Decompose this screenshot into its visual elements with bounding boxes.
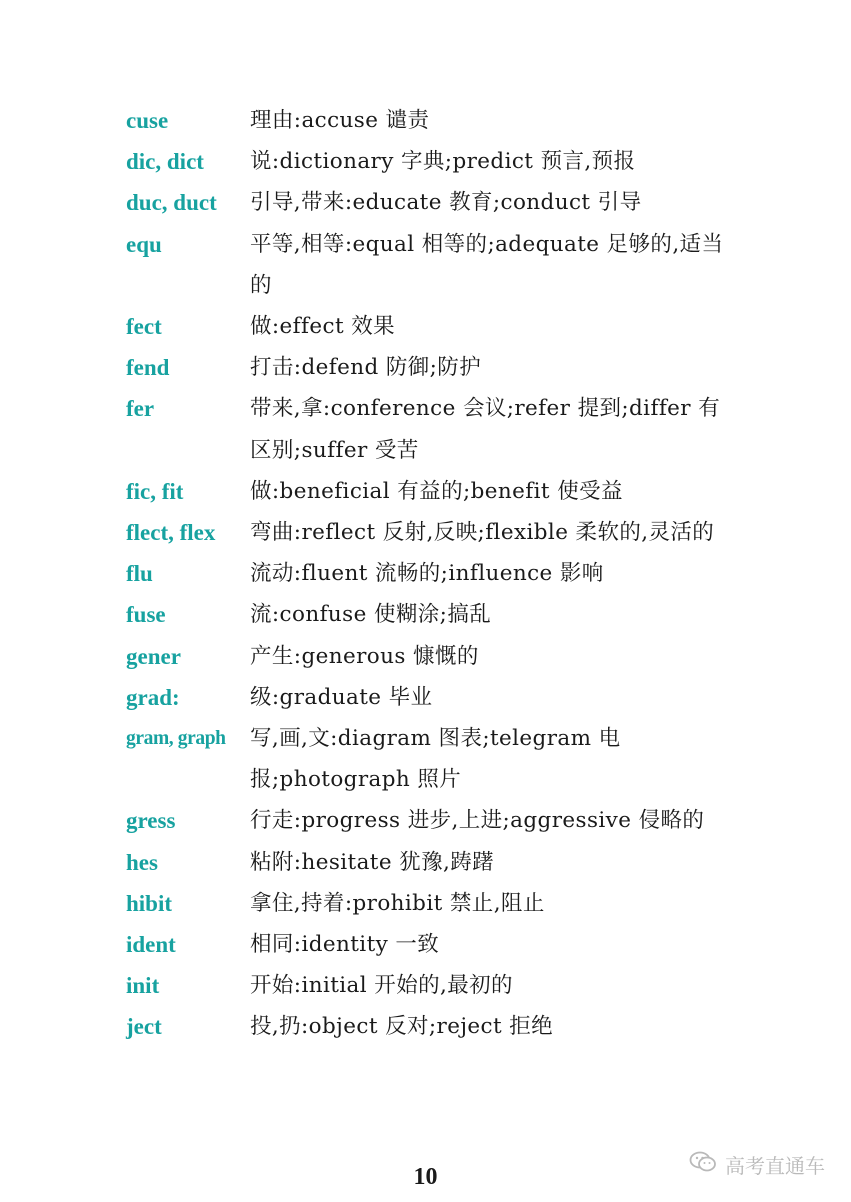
entry-flect-flex	[126, 512, 736, 553]
root-term: hibit	[126, 890, 173, 916]
page-number: 10	[413, 1164, 438, 1190]
entry-dic-dict	[126, 141, 736, 182]
root-meaning: 弯曲:reflect 反射,反映;flexible 柔软的,灵活的	[250, 520, 715, 546]
root-meaning: 产生:generous 慷慨的	[250, 643, 479, 669]
entry-fic-fit	[126, 471, 736, 512]
root-meaning: 级:graduate 毕业	[250, 684, 433, 710]
entry-hibit	[126, 883, 736, 924]
root-meaning: 开始:initial 开始的,最初的	[250, 973, 513, 999]
root-term: fend	[126, 355, 170, 381]
root-term: hes	[126, 849, 158, 875]
root-meaning: 做:beneficial 有益的;benefit 使受益	[250, 478, 623, 504]
entry-fuse	[126, 594, 736, 635]
entry-fend	[126, 347, 736, 388]
root-term: gress	[126, 808, 176, 834]
root-term: flect, flex	[126, 520, 216, 546]
root-meaning: 流动:fluent 流畅的;influence 影响	[250, 561, 604, 587]
root-term: equ	[126, 231, 162, 257]
entry-fect	[126, 306, 736, 347]
wechat-icon	[689, 1150, 717, 1179]
entry-init	[126, 965, 736, 1006]
root-meaning: 做:effect 效果	[250, 314, 396, 340]
entry-duc-duct	[126, 182, 736, 223]
root-term: ident	[126, 932, 176, 958]
root-meaning: 拿住,持着:prohibit 禁止,阻止	[250, 890, 545, 916]
entry-grad	[126, 677, 736, 718]
root-term: fuse	[126, 602, 166, 628]
root-term: cuse	[126, 108, 169, 133]
root-meaning: 写,画,文:diagram 图表;telegram 电报;photograph 照片	[250, 726, 621, 793]
root-term: init	[126, 973, 160, 999]
entry-flu	[126, 553, 736, 594]
root-meaning: 投,扔:object 反对;reject 拒绝	[250, 1014, 554, 1040]
entry-gress	[126, 800, 736, 841]
root-meaning: 粘附:hesitate 犹豫,踌躇	[250, 849, 495, 875]
watermark-text: 高考直通车	[725, 1154, 825, 1178]
entry-fer	[126, 388, 736, 470]
root-term: gener	[126, 643, 181, 669]
root-term: fer	[126, 396, 155, 422]
entry-hes	[126, 842, 736, 883]
entry-ject	[126, 1006, 736, 1047]
root-term: fect	[126, 314, 162, 340]
root-meaning: 说:dictionary 字典;predict 预言,预报	[250, 149, 636, 175]
root-meaning: 打击:defend 防御;防护	[250, 355, 482, 381]
root-meaning: 行走:progress 进步,上进;aggressive 侵略的	[250, 808, 705, 834]
root-meaning: 理由:accuse 谴责	[250, 108, 430, 133]
entry-gener	[126, 636, 736, 677]
root-meaning: 平等,相等:equal 相等的;adequate 足够的,适当的	[250, 231, 724, 298]
root-term: flu	[126, 561, 153, 587]
entry-ident	[126, 924, 736, 965]
root-term: grad:	[126, 684, 180, 710]
root-term: dic, dict	[126, 149, 204, 175]
root-term: gram, graph	[126, 728, 226, 750]
root-meaning: 带来,拿:conference 会议;refer 提到;differ 有区别;suffer 受苦	[250, 396, 721, 463]
entry-equ	[126, 224, 736, 306]
entry-cuse	[126, 100, 736, 141]
watermark	[689, 1150, 825, 1179]
root-meaning: 引导,带来:educate 教育;conduct 引导	[250, 190, 642, 216]
root-meaning: 流:confuse 使糊涂;搞乱	[250, 602, 492, 628]
word-root-list	[126, 100, 736, 1048]
root-term: duc, duct	[126, 190, 217, 216]
entry-gram-graph	[126, 718, 736, 800]
root-term: ject	[126, 1014, 162, 1040]
root-term: fic, fit	[126, 478, 184, 504]
root-meaning: 相同:identity 一致	[250, 932, 440, 958]
